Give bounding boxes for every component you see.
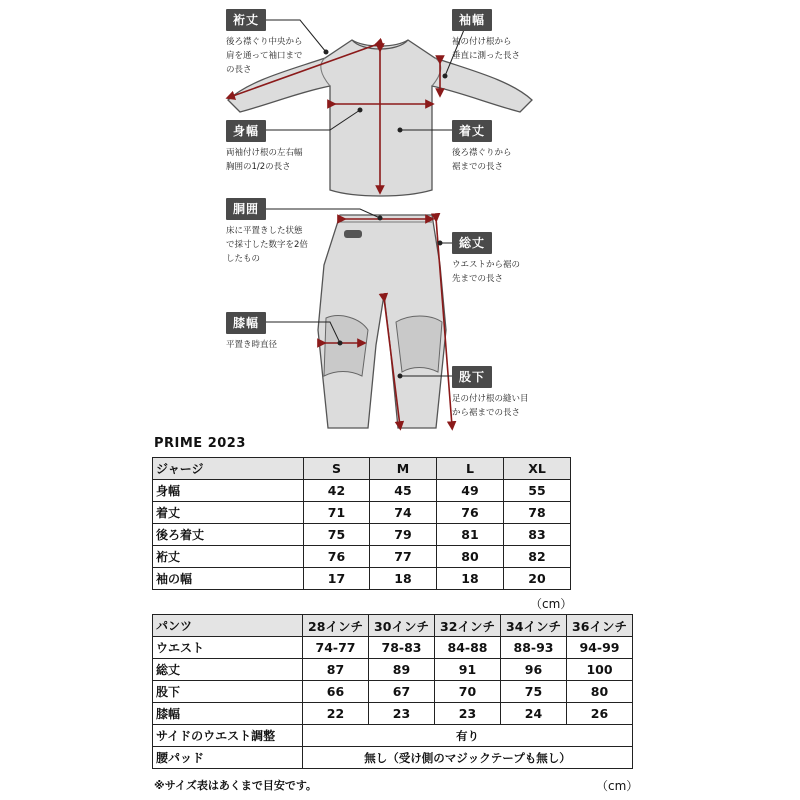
row-label: 腰パッド [153, 747, 303, 769]
cell-value: 91 [435, 659, 501, 681]
cell-value: 74 [370, 502, 437, 524]
jersey-size-table [152, 457, 571, 590]
cell-value: 100 [567, 659, 633, 681]
jersey-header-size: M [370, 458, 437, 480]
table-row [153, 637, 633, 659]
cell-value: 78-83 [369, 637, 435, 659]
cell-value: 23 [435, 703, 501, 725]
cell-value: 22 [303, 703, 369, 725]
cell-value: 17 [304, 568, 370, 590]
cell-value: 49 [437, 480, 504, 502]
cell-value: 24 [501, 703, 567, 725]
cell-value: 20 [504, 568, 571, 590]
cell-value: 76 [304, 546, 370, 568]
row-label: 身幅 [153, 480, 304, 502]
pants-size-table [152, 614, 633, 769]
cell-value: 70 [435, 681, 501, 703]
tag-mihaba: 身幅 [226, 120, 266, 142]
table-row [153, 703, 633, 725]
cell-value: 84-88 [435, 637, 501, 659]
table-row [153, 568, 571, 590]
span-value: 無し（受け側のマジックテープも無し） [303, 747, 633, 769]
row-label: 袖の幅 [153, 568, 304, 590]
table-row [153, 546, 571, 568]
desc-matashita: 足の付け根の縫い目 から裾までの長さ [452, 394, 529, 418]
row-label: サイドのウエスト調整 [153, 725, 303, 747]
pants-header-size: 36インチ [567, 615, 633, 637]
span-value: 有り [303, 725, 633, 747]
tag-soutake: 総丈 [452, 232, 492, 254]
row-label: ウエスト [153, 637, 303, 659]
cell-value: 77 [370, 546, 437, 568]
pants-header-size: 32インチ [435, 615, 501, 637]
cell-value: 81 [437, 524, 504, 546]
table-row [153, 524, 571, 546]
cell-value: 82 [504, 546, 571, 568]
row-label: 総丈 [153, 659, 303, 681]
tag-yukitake: 裄丈 [226, 9, 266, 31]
cell-value: 26 [567, 703, 633, 725]
cell-value: 67 [369, 681, 435, 703]
cell-value: 87 [303, 659, 369, 681]
pants-illustration [318, 215, 446, 428]
cell-value: 42 [304, 480, 370, 502]
table-row [153, 725, 633, 747]
unit-label-bottom: （cm） [596, 779, 639, 793]
tag-hizahaba: 膝幅 [226, 312, 266, 334]
pants-header-size: 30インチ [369, 615, 435, 637]
cell-value: 45 [370, 480, 437, 502]
row-label: 着丈 [153, 502, 304, 524]
jersey-header-size: L [437, 458, 504, 480]
table-row [153, 747, 633, 769]
desc-mihaba: 両袖付け根の左右幅 胸囲の1/2の長さ [226, 148, 303, 172]
table-row [153, 502, 571, 524]
pants-header-size: 28インチ [303, 615, 369, 637]
brand-title: PRIME 2023 [154, 436, 246, 451]
jersey-header-label: ジャージ [153, 458, 304, 480]
cell-value: 18 [370, 568, 437, 590]
jersey-header-size: S [304, 458, 370, 480]
cell-value: 74-77 [303, 637, 369, 659]
jersey-header-size: XL [504, 458, 571, 480]
cell-value: 75 [304, 524, 370, 546]
jersey-header-row [153, 458, 571, 480]
cell-value: 76 [437, 502, 504, 524]
desc-yukitake: 後ろ襟ぐり中央から 肩を通って袖口まで の長さ [226, 37, 303, 75]
desc-sodehaba: 袖の付け根から 垂直に測った長さ [452, 37, 521, 61]
unit-label: （cm） [530, 597, 573, 611]
desc-domawari: 床に平置きした状態 で採寸した数字を2倍 したもの [226, 226, 308, 264]
cell-value: 80 [567, 681, 633, 703]
desc-hizahaba: 平置き時直径 [226, 340, 278, 350]
tag-matashita: 股下 [452, 366, 492, 388]
pants-header-row [153, 615, 633, 637]
cell-value: 94-99 [567, 637, 633, 659]
size-note: ※サイズ表はあくまで目安です。 [154, 779, 317, 792]
cell-value: 79 [370, 524, 437, 546]
cell-value: 80 [437, 546, 504, 568]
cell-value: 55 [504, 480, 571, 502]
tag-sodehaba: 袖幅 [452, 9, 492, 31]
desc-kitake: 後ろ襟ぐりから 裾までの長さ [452, 148, 512, 172]
row-label: 後ろ着丈 [153, 524, 304, 546]
pants-header-size: 34インチ [501, 615, 567, 637]
pants-header-label: パンツ [153, 615, 303, 637]
cell-value: 71 [304, 502, 370, 524]
tag-domawari: 胴囲 [226, 198, 266, 220]
cell-value: 88-93 [501, 637, 567, 659]
desc-soutake: ウエストから裾の 先までの長さ [452, 260, 521, 284]
table-row [153, 659, 633, 681]
cell-value: 96 [501, 659, 567, 681]
cell-value: 83 [504, 524, 571, 546]
cell-value: 66 [303, 681, 369, 703]
table-row [153, 480, 571, 502]
table-row [153, 681, 633, 703]
cell-value: 75 [501, 681, 567, 703]
cell-value: 89 [369, 659, 435, 681]
row-label: 股下 [153, 681, 303, 703]
row-label: 裄丈 [153, 546, 304, 568]
tag-kitake: 着丈 [452, 120, 492, 142]
row-label: 膝幅 [153, 703, 303, 725]
cell-value: 18 [437, 568, 504, 590]
cell-value: 78 [504, 502, 571, 524]
cell-value: 23 [369, 703, 435, 725]
